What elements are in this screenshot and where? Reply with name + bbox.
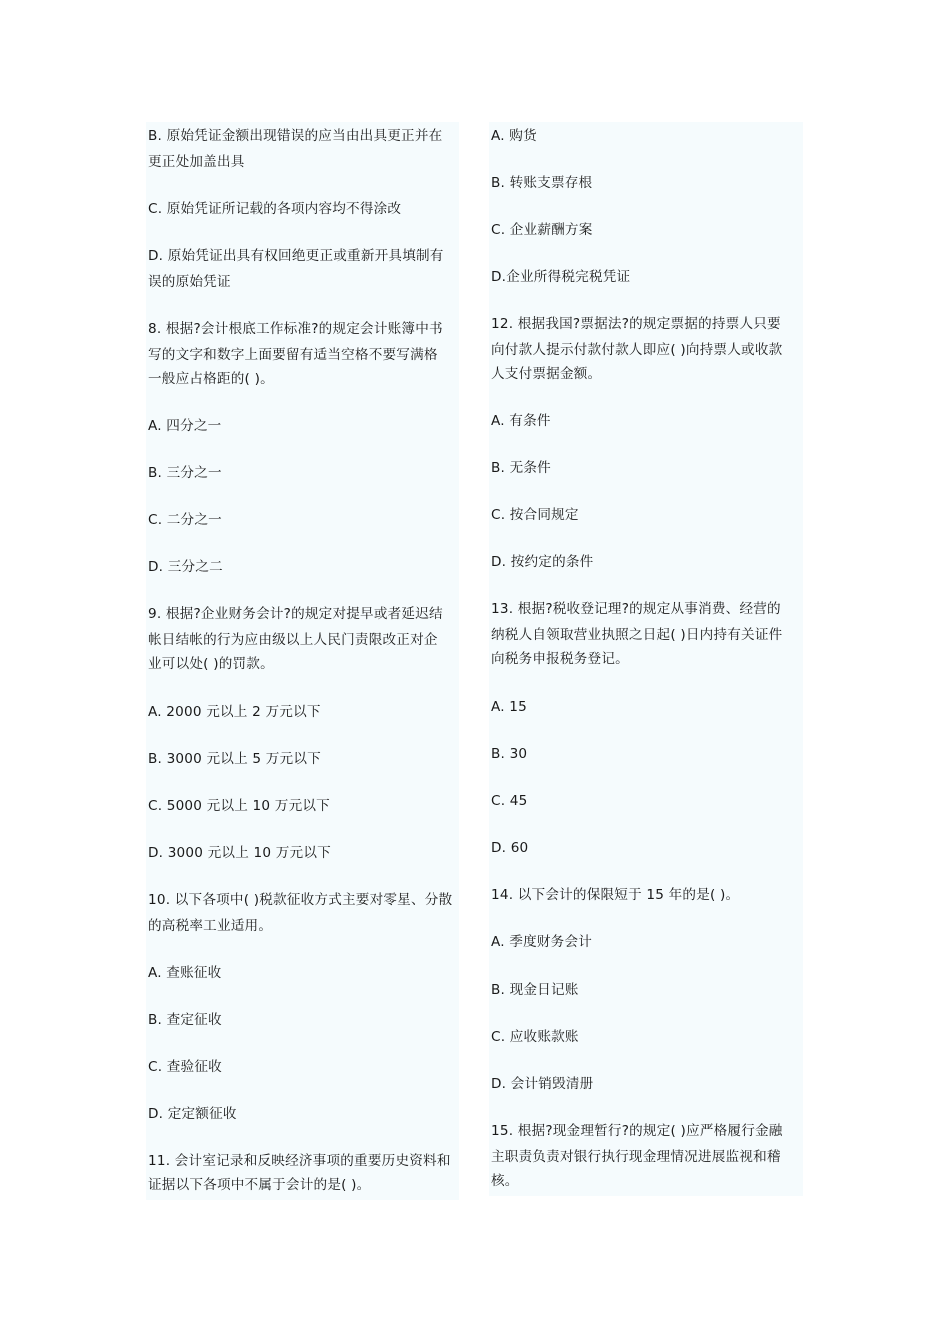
text-line: 8. 根据?会计根底工作标准?的规定会计账簿中书 [148, 321, 443, 337]
text-line: B. 查定征收 [148, 1012, 222, 1028]
text-line: 人支付票据金额。 [491, 366, 602, 382]
text-line: 核。 [491, 1173, 519, 1189]
text-line: B. 30 [491, 746, 528, 762]
text-line: 向税务申报税务登记。 [491, 651, 629, 667]
text-line: C. 5000 元以上 10 万元以下 [148, 798, 330, 814]
text-line: D. 3000 元以上 10 万元以下 [148, 845, 331, 861]
text-line: 更正处加盖出具 [148, 154, 245, 170]
text-line: 11. 会计室记录和反映经济事项的重要历史资料和 [148, 1153, 451, 1169]
text-line: 业可以处( )的罚款。 [148, 656, 274, 672]
text-line: D. 定定额征收 [148, 1106, 237, 1122]
text-line: 10. 以下各项中( )税款征收方式主要对零星、分散 [148, 892, 453, 908]
text-line: 9. 根据?企业财务会计?的规定对提早或者延迟结 [148, 606, 443, 622]
text-line: D. 会计销毁清册 [491, 1076, 594, 1092]
text-line: 向付款人提示付款付款人即应( )向持票人或收款 [491, 342, 783, 358]
text-line: A. 有条件 [491, 413, 551, 429]
text-line: 一般应占格距的( )。 [148, 371, 274, 387]
text-line: D. 按约定的条件 [491, 554, 594, 570]
text-line: 证据以下各项中不属于会计的是( )。 [148, 1177, 371, 1193]
text-line: A. 购货 [491, 128, 537, 144]
text-line: C. 查验征收 [148, 1059, 222, 1075]
text-line: 纳税人自领取营业执照之日起( )日内持有关证件 [491, 627, 783, 643]
text-line: D. 60 [491, 840, 529, 856]
text-line: C. 应收账款账 [491, 1029, 579, 1045]
text-line: A. 季度财务会计 [491, 934, 593, 950]
left-column [146, 122, 459, 1200]
text-line: C. 按合同规定 [491, 507, 579, 523]
text-line: A. 四分之一 [148, 418, 222, 434]
text-line: A. 查账征收 [148, 965, 222, 981]
text-line: C. 二分之一 [148, 512, 222, 528]
right-column [489, 122, 803, 1196]
text-line: B. 转账支票存根 [491, 175, 593, 191]
text-line: C. 原始凭证所记载的各项内容均不得涂改 [148, 201, 402, 217]
text-line: B. 原始凭证金额出现错误的应当由出具更正并在 [148, 128, 443, 144]
text-line: 的高税率工业适用。 [148, 918, 273, 934]
text-line: 15. 根据?现金理暂行?的规定( )应严格履行金融 [491, 1123, 783, 1139]
text-line: 主职责负责对银行执行现金理情况进展监视和稽 [491, 1149, 781, 1165]
text-line: B. 现金日记账 [491, 982, 579, 998]
text-line: 13. 根据?税收登记理?的规定从事消费、经营的 [491, 601, 781, 617]
text-line: A. 2000 元以上 2 万元以下 [148, 704, 321, 720]
text-line: A. 15 [491, 699, 527, 715]
text-line: D. 原始凭证出具有权回绝更正或重新开具填制有 [148, 248, 444, 264]
text-line: B. 无条件 [491, 460, 551, 476]
text-line: 帐日结帐的行为应由级以上人民门责限改正对企 [148, 632, 438, 648]
text-line: D.企业所得税完税凭证 [491, 269, 631, 285]
text-line: 写的文字和数字上面要留有适当空格不要写满格 [148, 347, 438, 363]
text-line: 误的原始凭证 [148, 274, 231, 290]
text-line: D. 三分之二 [148, 559, 223, 575]
text-line: 12. 根据我国?票据法?的规定票据的持票人只要 [491, 316, 781, 332]
text-line: B. 三分之一 [148, 465, 222, 481]
text-line: C. 45 [491, 793, 528, 809]
text-line: C. 企业薪酬方案 [491, 222, 593, 238]
text-line: 14. 以下会计的保限短于 15 年的是( )。 [491, 887, 740, 903]
text-line: B. 3000 元以上 5 万元以下 [148, 751, 321, 767]
